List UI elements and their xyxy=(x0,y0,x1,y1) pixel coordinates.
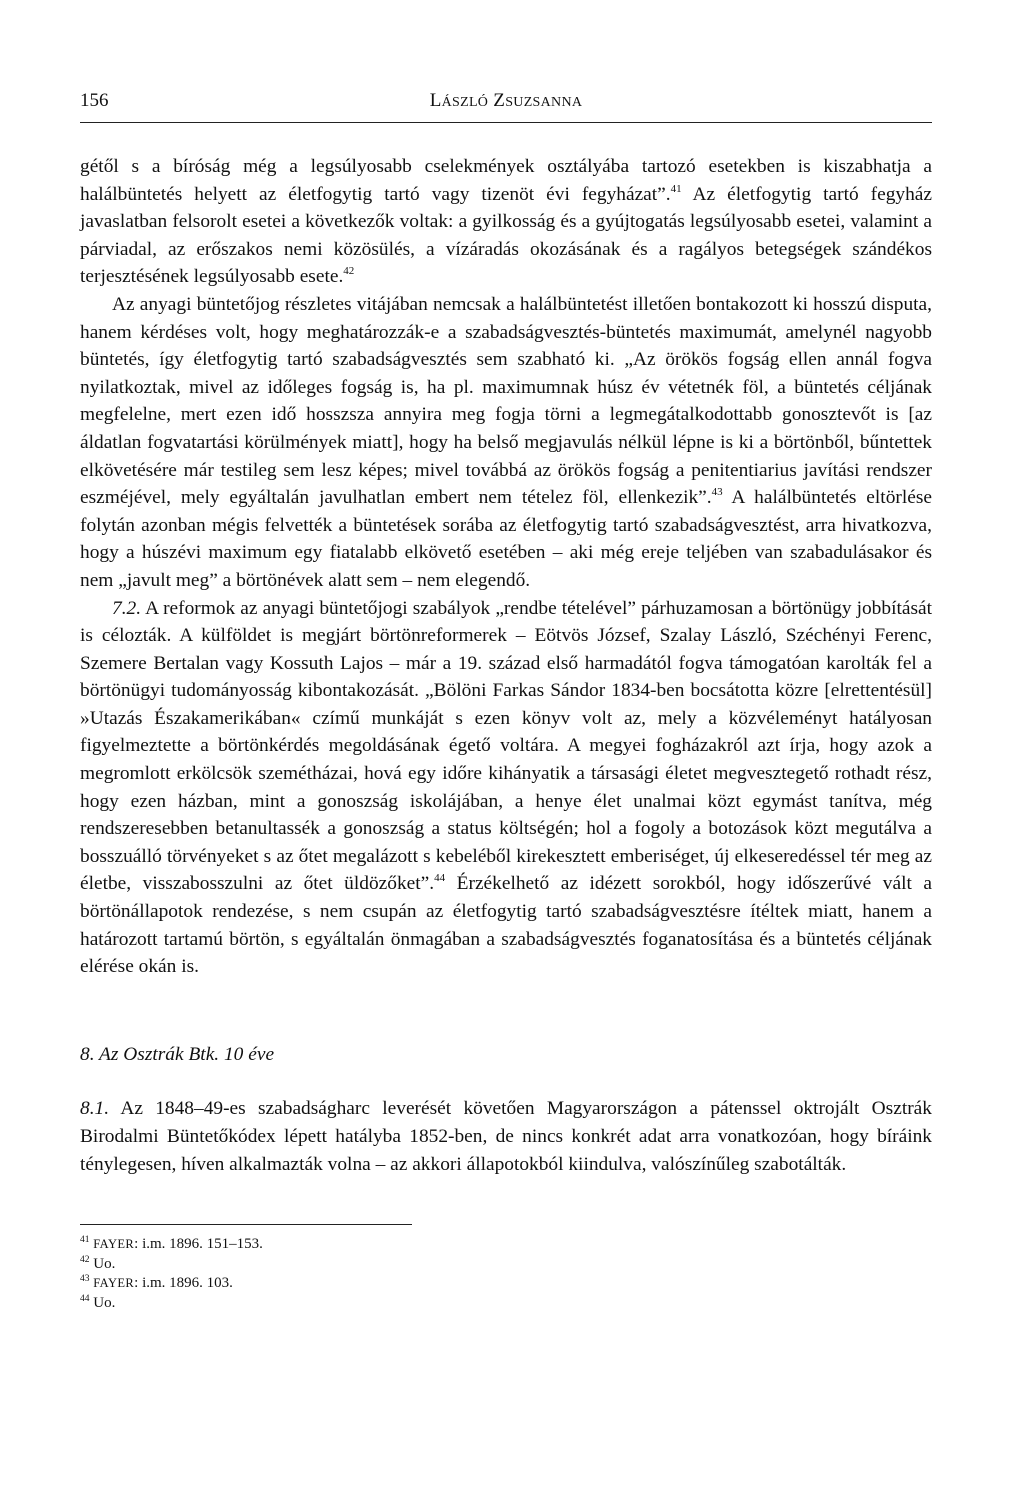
footnote-42 xyxy=(80,1255,932,1275)
paragraph-2 xyxy=(80,291,932,595)
footnote-44 xyxy=(80,1294,932,1314)
running-head-author: LÁSZLÓ ZSUZSANNA xyxy=(429,90,583,111)
footnote-ref: 42 xyxy=(343,265,355,278)
section-body xyxy=(80,1095,932,1178)
paragraph-3 xyxy=(80,595,932,981)
paragraph-text: A halálbüntetés eltörlése folytán azonban mégis felvették a büntetések sorába az életfogytig tartó szabadságvesztést, arra hivatkozva, hogy a húszévi maximum egy fiatalabb elkövető esetében – aki még ereje teljében van szabadulásakor és nem „javult meg” a börtönévek alatt sem – nem elegendő. xyxy=(80,487,932,591)
footnote-author: FAYER xyxy=(93,1276,135,1291)
paragraph-text: Az anyagi büntetőjog részletes vitájában nemcsak a halálbüntetést illetően bontakozott ki hosszú disputa, hanem kérdéses volt, hogy meghatározzák-e a szabadságvesztés-büntetés maximumát, amelynél nagyobb büntetés, így életfogytig tartó szabadságvesztés sem szabható ki. „Az örökös fogság ellen annál fogva nyilatkoztak, mivel az időleges fogság is, ha pl. maximumnak húsz év vétetnék föl, a büntetés céljának megfelelne, mert ezen idő hosszsza annyira meg fogja törni a legmegátalkodottabb gonosztevőt is [az áldatlan fogvatartási körülmények miatt], hogy ha belső megjavulás nélkül lépne is ki a börtönből, bűntettek elkövetésére már testileg sem lesz képes; mivel továbbá az örökös fogság a penitentiarius javítási rendszer eszméjével, mely egyáltalán javulhatlan embert nem tételez föl, ellenkezik”. xyxy=(80,293,932,509)
footnote-number: 43 xyxy=(80,1274,90,1285)
footnote-ref: 41 xyxy=(670,182,682,195)
document-page xyxy=(80,88,932,1478)
footnote-text: Uo. xyxy=(93,1255,116,1272)
paragraph-1 xyxy=(80,153,932,291)
paragraph-text: gétől s a bíróság még a legsúlyosabb cselekmények osztályába tartozó esetekben is kiszabhatja a halálbüntetés helyett az életfogytig tartó vagy tizenöt évi fegyházat”. xyxy=(80,156,932,205)
footnote-text: Uo. xyxy=(93,1294,116,1311)
footnote-text: : i.m. 1896. 103. xyxy=(134,1275,233,1292)
body-text xyxy=(80,153,932,981)
section-paragraph-text: Az 1848–49-es szabadságharc leverését követően Magyarországon a pátenssel oktrojált Osztrák Birodalmi Büntetőkódex lépett hatályba 1852-ben, de nincs konkrét adat arra vonatkozóan, hogy bíráink ténylegesen, híven alkalmazták volna – az akkori állapotokból kiindulva, valószínűleg szabotálták. xyxy=(80,1098,932,1175)
footnote-41 xyxy=(80,1235,932,1255)
footnote-author: FAYER xyxy=(93,1237,135,1252)
footnote-number: 41 xyxy=(80,1235,90,1246)
footnote-number: 44 xyxy=(80,1293,90,1304)
footnote-divider xyxy=(80,1224,412,1225)
section-paragraph xyxy=(80,1095,932,1178)
paragraph-text: Érzékelhető az idézett sorokból, hogy időszerűvé vált a börtönállapotok rendezése, s nem csupán az életfogytig tartó szabadságvesztésre ítéltek miatt, hanem a határozott tartamú börtön, s egyáltalán önmagában a szabadságvesztés foganatosítása és a büntetés céljának elérése okán is. xyxy=(80,873,932,978)
page-number: 156 xyxy=(80,90,109,111)
footnote-43 xyxy=(80,1274,932,1294)
footnote-ref: 43 xyxy=(711,486,723,499)
footnotes xyxy=(80,1235,932,1313)
paragraph-number: 7.2. xyxy=(112,597,142,619)
page-header xyxy=(80,88,932,123)
section-heading: 8. Az Osztrák Btk. 10 éve xyxy=(80,1043,275,1065)
paragraph-text: A reformok az anyagi büntetőjogi szabályok „rendbe tételével” párhuzamosan a börtönügy jobbítását is célozták. A külföldet is megjárt börtönreformerek – Eötvös József, Szalay László, Széchényi Ferenc, Szemere Bertalan vagy Kossuth Lajos – már a 19. század első harmadától fogva támogatóan karolták fel a börtönügyi tudományosság kibontakozását. „Bölöni Farkas Sándor 1834-ben bocsátotta közre [elrettentésül] »Utazás Északamerikában« czímű munkáját s ezen könyv volt az, mely a közvéleményt hatályosan figyelmeztette a börtönkérdés megoldásának égető voltára. A megyei fogházakról azt írja, hogy azok a megromlott erkölcsök szemétházai, hová egy időre kihányatik a társasági életet megvesztegető rothadt rész, hogy ezen házban, mint a gonoszság iskolájában, a henye élet unalmai közt egymást tanítva, még rendszeresebben betanultassék a gonoszság a status költségén; hol a fogoly a botozások közt megutálva a bosszuálló törvényeket s az őtet megalázott s kebeléből kirekesztett emberiséget, új elkeseredéssel tér meg az életbe, visszabosszulni az őtet üldözőket”. xyxy=(80,597,932,895)
paragraph-text: Az életfogytig tartó fegyház javaslatban felsorolt esetei a következők voltak: a gyilkosság és a gyújtogatás legsúlyosabb esetei, valamint a párviadal, az erőszakos nemi közösülés, a vízáradás okozásának és a ragályos betegségek szándékos terjesztésének legsúlyosabb esete. xyxy=(80,183,933,288)
footnote-number: 42 xyxy=(80,1254,90,1265)
section-paragraph-number: 8.1. xyxy=(80,1098,110,1120)
footnote-text: : i.m. 1896. 151–153. xyxy=(134,1236,263,1253)
footnote-ref: 44 xyxy=(434,872,446,885)
